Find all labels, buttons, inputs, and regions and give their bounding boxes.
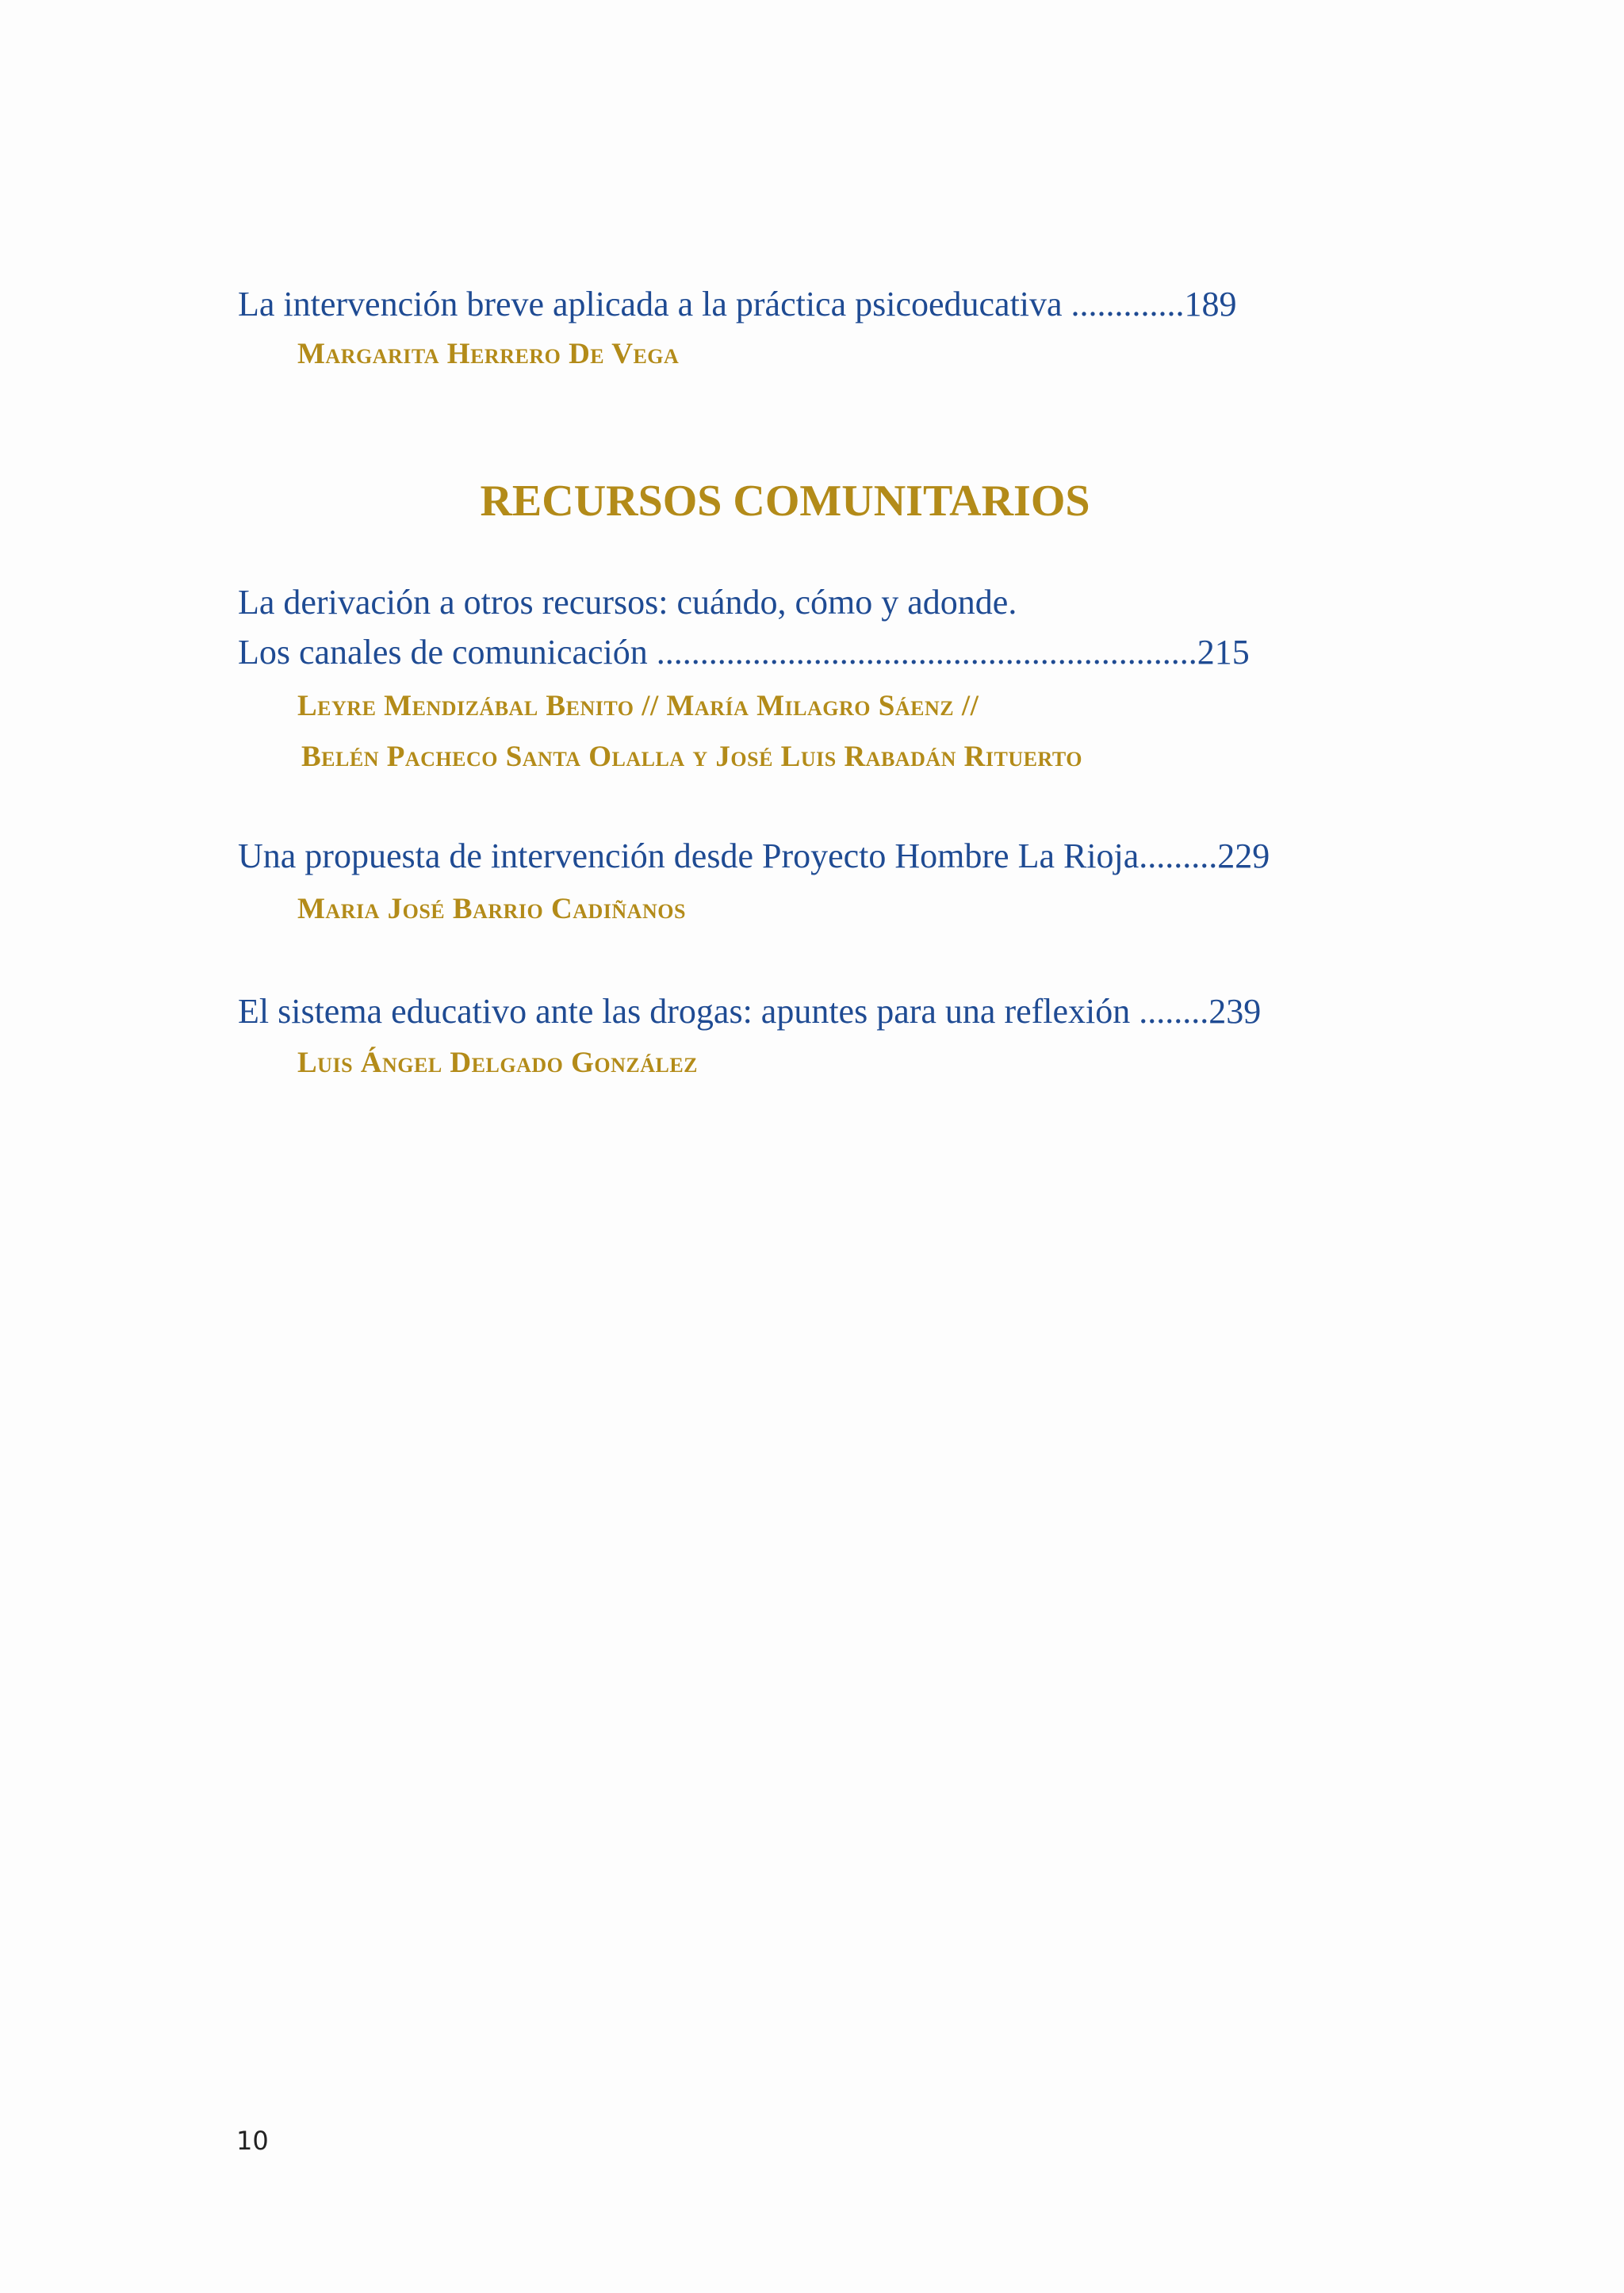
toc-entry-title-line-1[interactable]: La derivación a otros recursos: cuándo, cómo y adonde. [238,583,1017,622]
toc-entry-title[interactable]: Una propuesta de intervención desde Proyecto Hombre La Rioja.........229 [238,836,1270,875]
section-heading: RECURSOS COMUNITARIOS [480,477,1090,526]
toc-entry-title-line-2[interactable]: Los canales de comunicación ..............................................................215 [238,633,1250,672]
toc-entry-author: Maria José Barrio Cadiñanos [297,893,686,925]
page-number: 10 [236,2126,269,2156]
toc-entry-author: Margarita Herrero De Vega [297,338,680,370]
toc-entry-author: Leyre Mendizábal Benito // María Milagro Sáenz // [297,690,979,722]
toc-entry-title[interactable]: El sistema educativo ante las drogas: apuntes para una reflexión ........239 [238,992,1262,1031]
toc-entry-title[interactable]: La intervención breve aplicada a la práctica psicoeducativa .............189 [238,285,1237,323]
toc-entry-author: Belén Pacheco Santa Olalla y José Luis Rabadán Rituerto [301,741,1082,773]
toc-entry-author: Luis Ángel Delgado González [297,1047,699,1079]
